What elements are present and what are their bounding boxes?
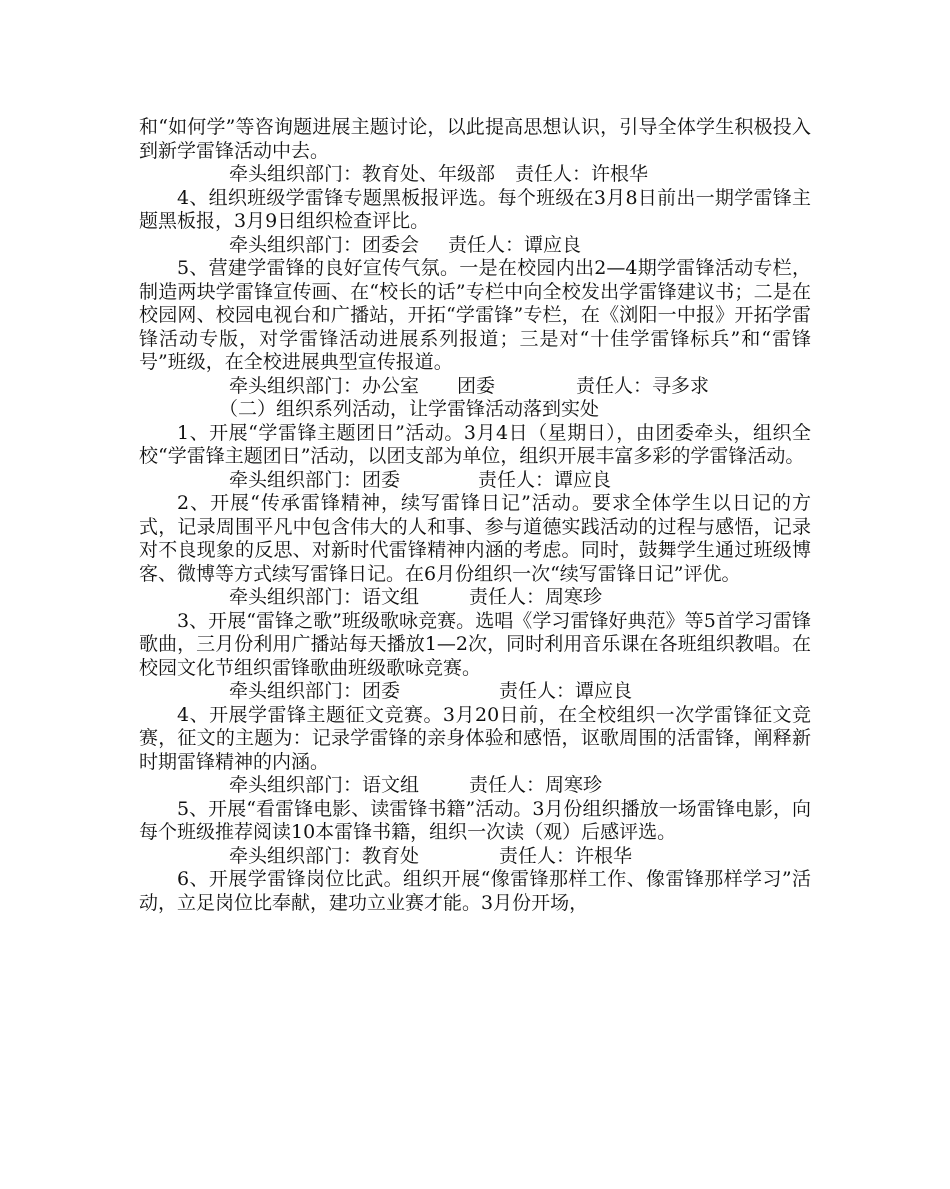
lead-department: 牵头组织部门：团委 — [229, 680, 401, 702]
person-in-charge: 责任人：周寒珍 — [469, 586, 603, 608]
responsibility-line — [139, 163, 811, 187]
paragraph: 2、开展“传承雷锋精神，续写雷锋日记”活动。要求全体学生以日记的方式，记录周围平凡中包含伟大的人和事、参与道德实践活动的过程与感悟，记录对不良现象的反思、对新时代雷锋精神内涵的考虑。同时，鼓舞学生通过班级博客、微博等方式续写雷锋日记。在6月份组织一次“续写雷锋日记”评优。 — [139, 492, 811, 585]
person-in-charge: 责任人：周寒珍 — [469, 774, 603, 796]
person-in-charge: 责任人：许根华 — [499, 844, 633, 867]
paragraph: 5、营建学雷锋的良好宣传气氛。一是在校园内出2—4期学雷锋活动专栏，制造两块学雷锋宣传画、在“校长的话”专栏中向全校发出学雷锋建议书；二是在校园网、校园电视台和广播站，开拓“学雷锋”专栏，在《浏阳一中报》开拓学雷锋活动专版，对学雷锋活动进展系列报道；三是对“十佳学雷锋标兵”和“雷锋号”班级，在全校进展典型宣传报道。 — [139, 257, 811, 373]
paragraph: 3、开展“雷锋之歌”班级歌咏竞赛。选唱《学习雷锋好典范》等5首学习雷锋歌曲，三月份利用广播站每天播放1—2次，同时利用音乐课在各班组织教唱。在校园文化节组织雷锋歌曲班级歌咏竞赛。 — [139, 609, 811, 679]
responsibility-line — [139, 680, 811, 704]
responsibility-line — [139, 774, 811, 798]
person-in-charge: 责任人：寻多求 — [576, 374, 710, 397]
responsibility-line — [139, 234, 811, 258]
section-heading: （二）组织系列活动，让学雷锋活动落到实处 — [219, 398, 600, 420]
paragraph: 4、开展学雷锋主题征文竞赛。3月20日前，在全校组织一次学雷锋征文竞赛，征文的主题为：记录学雷锋的亲身体验和感悟，讴歌周围的活雷锋，阐释新时期雷锋精神的内涵。 — [139, 703, 811, 773]
person-in-charge: 责任人：谭应良 — [499, 680, 633, 702]
lead-department: 牵头组织部门：语文组 — [229, 774, 420, 796]
lead-department: 牵头组织部门：办公室 团委 — [229, 374, 496, 397]
lead-department: 牵头组织部门：团委会 — [229, 233, 420, 256]
responsibility-line — [139, 375, 811, 399]
paragraph: 6、开展学雷锋岗位比武。组织开展“像雷锋那样工作、像雷锋那样学习”活动，立足岗位比奉献，建功立业赛才能。3月份开场， — [139, 868, 811, 914]
lead-department: 牵头组织部门：团委 — [229, 468, 401, 491]
person-in-charge: 责任人：许根华 — [515, 163, 649, 185]
person-in-charge: 责任人：谭应良 — [448, 233, 582, 256]
paragraph: 和“如何学”等咨询题进展主题讨论，以此提高思想认识，引导全体学生积极投入到新学雷锋活动中去。 — [139, 116, 811, 162]
lead-department: 牵头组织部门：语文组 — [229, 586, 420, 608]
person-in-charge: 责任人：谭应良 — [478, 468, 612, 491]
responsibility-line — [139, 469, 811, 493]
responsibility-line — [139, 586, 811, 610]
paragraph: 5、开展“看雷锋电影、读雷锋书籍”活动。3月份组织播放一场雷锋电影，向每个班级推荐阅读10本雷锋书籍，组织一次读（观）后感评选。 — [139, 797, 811, 843]
paragraph: 1、开展“学雷锋主题团日”活动。3月4日（星期日），由团委牵头，组织全校“学雷锋主题团日”活动，以团支部为单位，组织开展丰富多彩的学雷锋活动。 — [139, 421, 811, 467]
paragraph: 4、组织班级学雷锋专题黑板报评选。每个班级在3月8日前出一期学雷锋主题黑板报，3月9日组织检查评比。 — [139, 186, 811, 232]
lead-department: 牵头组织部门：教育处、年级部 — [229, 163, 496, 185]
lead-department: 牵头组织部门：教育处 — [229, 844, 420, 867]
document-page — [139, 116, 811, 915]
responsibility-line — [139, 845, 811, 869]
